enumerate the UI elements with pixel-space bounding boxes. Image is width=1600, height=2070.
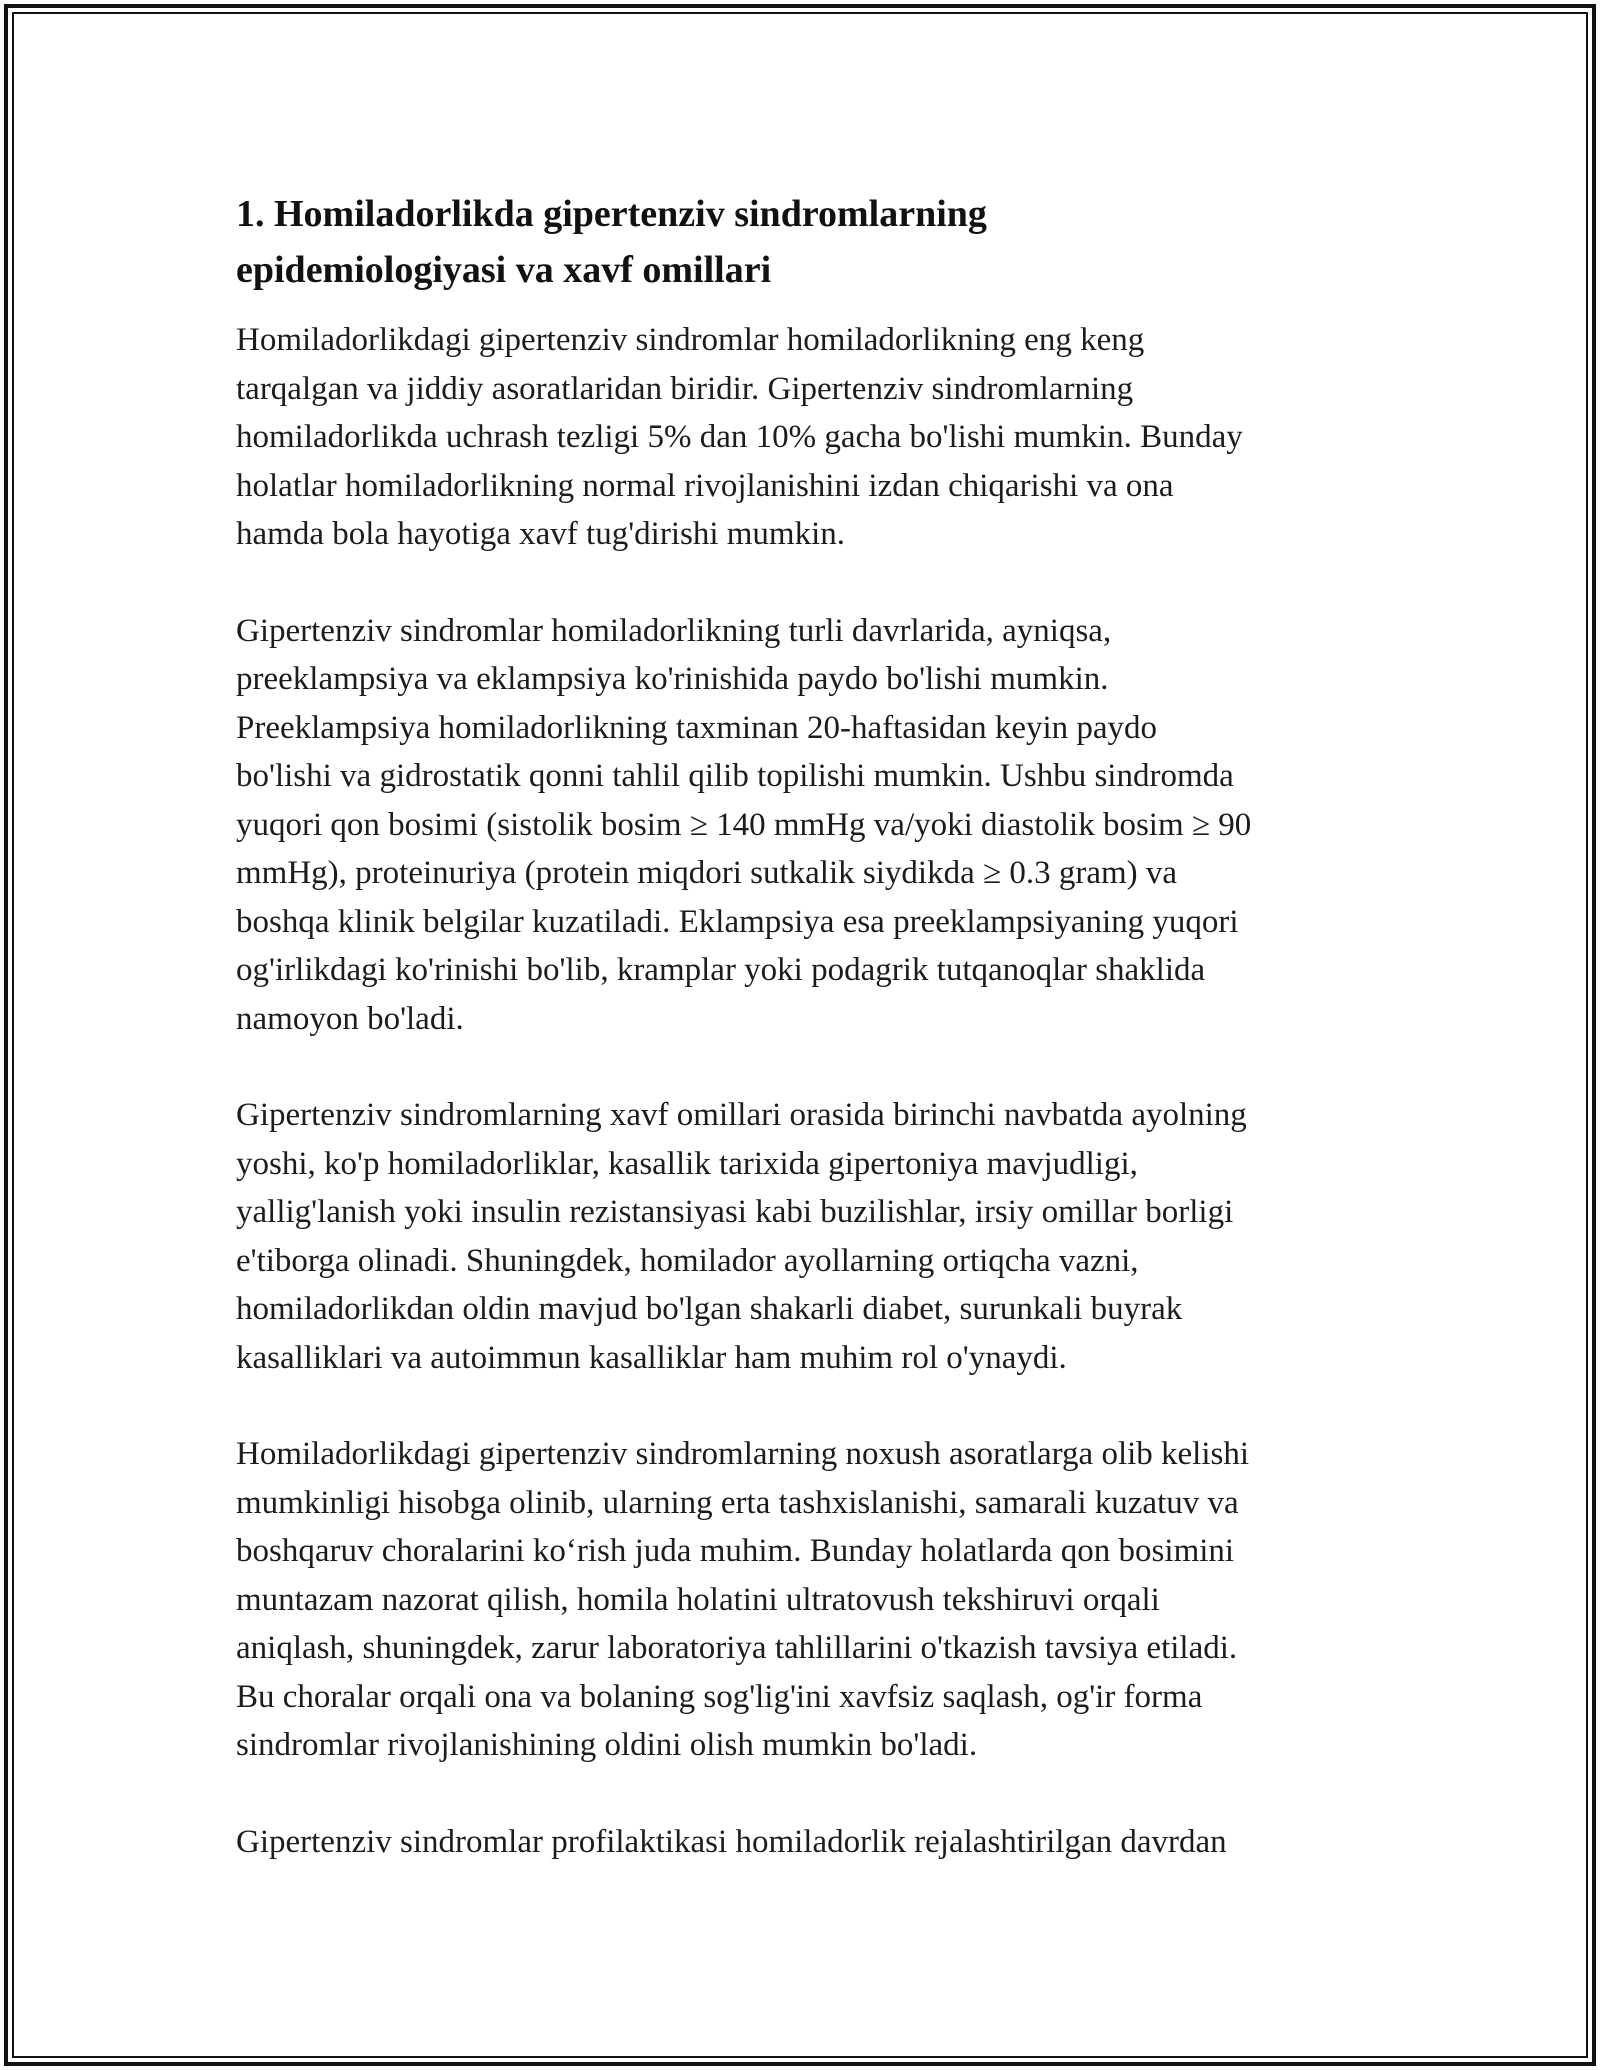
paragraph-risk-factors: Gipertenziv sindromlarning xavf omillari orasida birinchi navbatda ayolning yoshi, ko'p homiladorliklar, kasallik tarixida gipertoniya mavjudligi, yallig'lanish yoki insulin rezistansiyasi kabi buzilishlar, irsiy omillar borligi e'tiborga olinadi. Shuningdek, homilador ayollarning ortiqcha vazni, homiladorlikdan oldin mavjud bo'lgan shakarli diabet, surunkali buyrak kasalliklari va autoimmun kasalliklar ham muhim rol o'ynaydi. bbox=[236, 1097, 1247, 1376]
section-heading: 1. Homiladorlikda gipertenziv sindromlarning epidemiologiyasi va xavf omillari bbox=[236, 193, 987, 291]
paragraph-preeclampsia: Gipertenziv sindromlar homiladorlikning turli davrlarida, ayniqsa, preeklampsiya va eklampsiya ko'rinishida paydo bo'lishi mumkin. Preeklampsiya homiladorlikning taxminan 20-haftasidan keyin paydo bo'lishi va gidrostatik qonni tahlil qilib topilishi mumkin. Ushbu sindromda yuqori qon bosimi (sistolik bosim ≥ 140 mmHg va/yoki diastolik bosim ≥ 90 mmHg), proteinuriya (protein miqdori sutkalik siydikda ≥ 0.3 gram) va boshqa klinik belgilar kuzatiladi. Eklampsiya esa preeklampsiyaning yuqori og'irlikdagi ko'rinishi bo'lib, kramplar yoki podagrik tutqanoqlar shaklida namoyon bo'ladi. bbox=[236, 612, 1252, 1037]
paragraph-prevention: Gipertenziv sindromlar profilaktikasi homiladorlik rejalashtirilgan davrdan bbox=[236, 1823, 1227, 1860]
paragraph-management: Homiladorlikdagi gipertenziv sindromlarning noxush asoratlarga olib kelishi mumkinligi hisobga olinib, ularning erta tashxislanishi, samarali kuzatuv va boshqaruv choralarini koʻrish juda muhim. Bunday holatlarda qon bosimini muntazam nazorat qilish, homila holatini ultratovush tekshiruvi orqali aniqlash, shuningdek, zarur laboratoriya tahlillarini o'tkazish tavsiya etiladi. Bu choralar orqali ona va bolaning sog'lig'ini xavfsiz saqlash, og'ir forma sindromlar rivojlanishining oldini olish mumkin bo'ladi. bbox=[236, 1436, 1250, 1763]
paragraph-intro: Homiladorlikdagi gipertenziv sindromlar homiladorlikning eng keng tarqalgan va jiddiy asoratlaridan biridir. Gipertenziv sindromlarning homiladorlikda uchrash tezligi 5% dan 10% gacha bo'lishi mumkin. Bunday holatlar homiladorlikning normal rivojlanishini izdan chiqarishi va ona hamda bola hayotiga xavf tug'dirishi mumkin. bbox=[236, 322, 1243, 552]
document-page bbox=[236, 186, 1376, 1914]
